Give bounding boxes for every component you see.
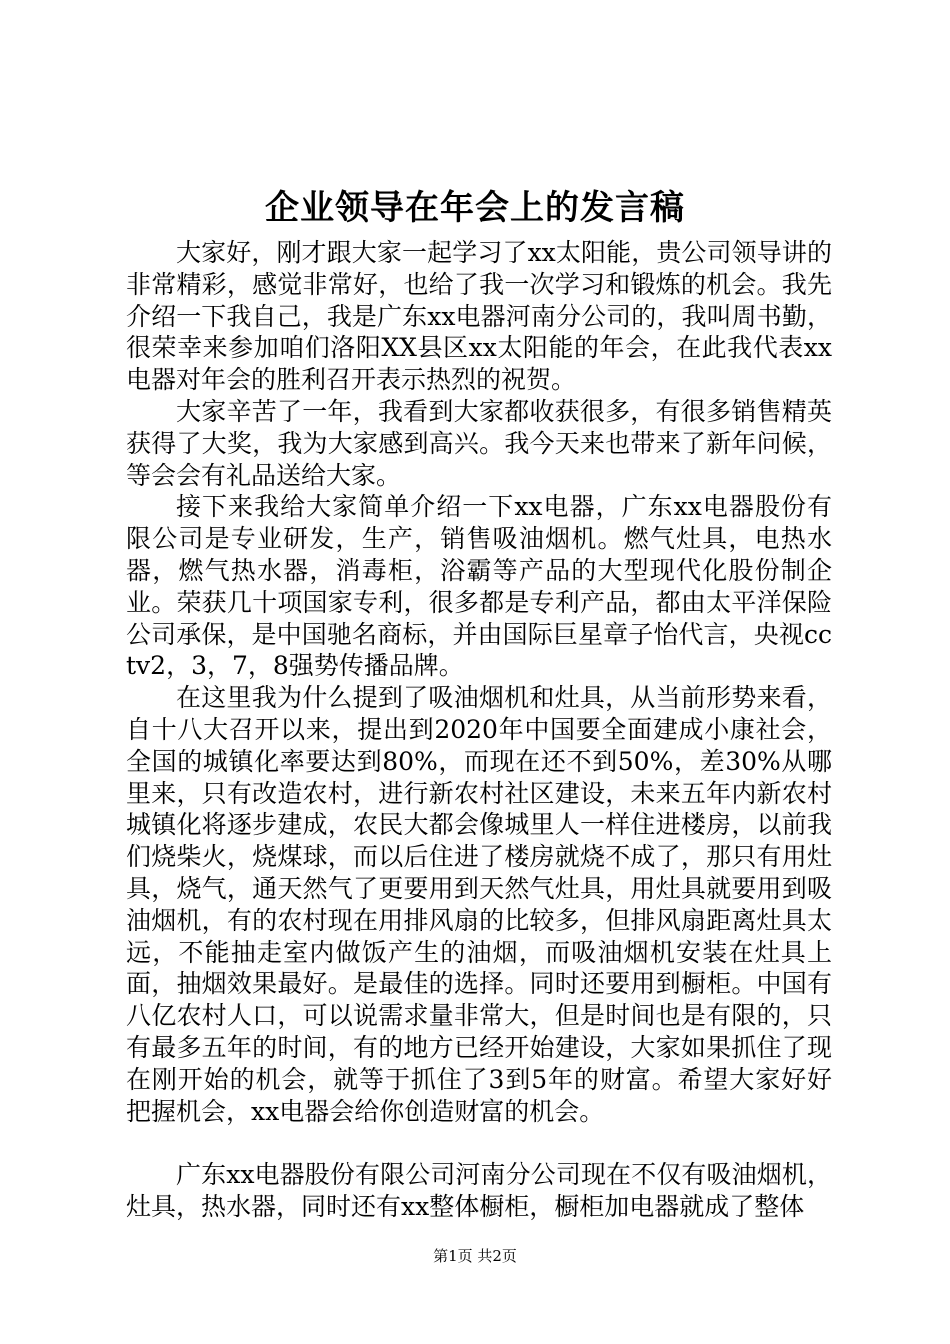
document-body: [126, 237, 832, 1223]
paragraph-greeting: 大家好，刚才跟大家一起学习了xx太阳能，贵公司领导讲的非常精彩，感觉非常好，也给了我一次学习和锻炼的机会。我先介绍一下我自己，我是广东xx电器河南分公司的，我叫周书勤，很荣幸来参加咱们洛阳XX县区xx太阳能的年会，在此我代表xx电器对年会的胜利召开表示热烈的祝贺。: [126, 238, 832, 395]
paragraph-products: 广东xx电器股份有限公司河南分公司现在不仅有吸油烟机，灶具，热水器，同时还有xx整体橱柜，橱柜加电器就成了整体: [126, 1160, 832, 1221]
page-number-footer: 第1页 共2页: [433, 1247, 517, 1265]
paragraph-new-year: 大家辛苦了一年，我看到大家都收获很多，有很多销售精英获得了大奖，我为大家感到高兴。我今天来也带来了新年问候，等会会有礼品送给大家。: [126, 396, 832, 490]
paragraph-company-intro: 接下来我给大家简单介绍一下xx电器，广东xx电器股份有限公司是专业研发，生产，销售吸油烟机。燃气灶具，电热水器，燃气热水器，消毒柜，浴霸等产品的大型现代化股份制企业。荣获几十项国家专利，很多都是专利产品，都由太平洋保险公司承保，是中国驰名商标，并由国际巨星章子怡代言，央视cctv2，3，7，8强势传播品牌。: [126, 492, 832, 681]
paragraph-market-outlook: 在这里我为什么提到了吸油烟机和灶具，从当前形势来看，自十八大召开以来，提出到2020年中国要全面建成小康社会，全国的城镇化率要达到80%，而现在还不到50%，差30%从哪里来，只有改造农村，进行新农村社区建设，未来五年内新农村城镇化将逐步建成，农民大都会像城里人一样住进楼房，以前我们烧柴火，烧煤球，而以后住进了楼房就烧不成了，那只有用灶具，烧气，通天然气了更要用到天然气灶具，用灶具就要用到吸油烟机，有的农村现在用排风扇的比较多，但排风扇距离灶具太远，不能抽走室内做饭产生的油烟，而吸油烟机安装在灶具上面，抽烟效果最好。是最佳的选择。同时还要用到橱柜。中国有八亿农村人口，可以说需求量非常大，但是时间也是有限的，只有最多五年的时间，有的地方已经开始建设，大家如果抓住了现在刚开始的机会，就等于抓住了3到5年的财富。希望大家好好把握机会，xx电器会给你创造财富的机会。: [126, 683, 832, 1126]
document-title: 企业领导在年会上的发言稿: [265, 188, 685, 228]
